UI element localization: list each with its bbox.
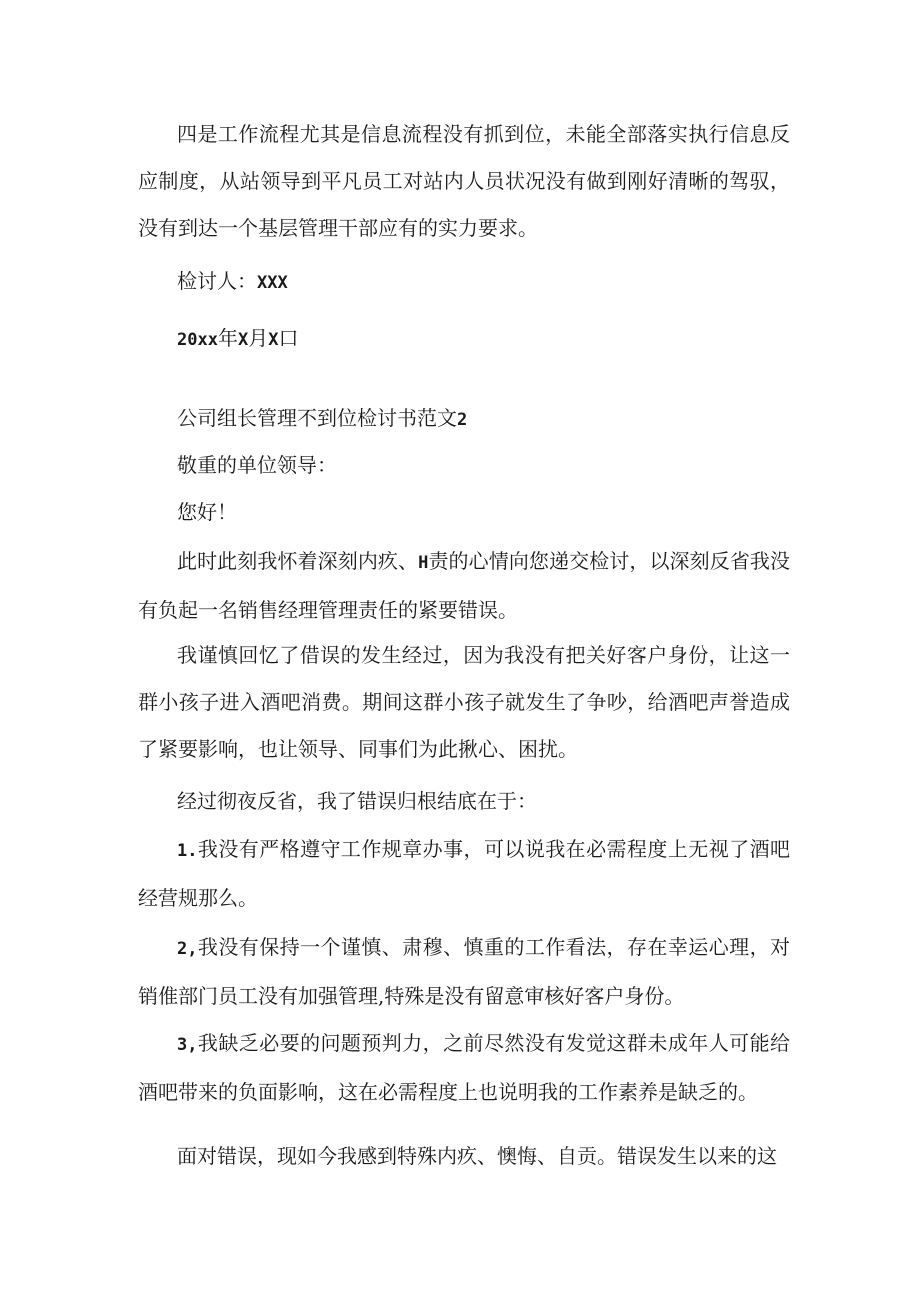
section-title [138, 405, 790, 433]
list-item-3 [138, 1020, 790, 1116]
paragraph-text: 面对错误，现如今我感到特殊内疚、懊悔、自贡。错误发生以来的这 [177, 1144, 777, 1168]
list-item-text: 我缺乏必要的问题预判力，之前尽然没有发觉这群未成年人可能给酒吧带来的负面影响，这在必需程度上也说明我的工作素养是缺乏的。 [138, 1031, 790, 1104]
section-title-text: 公司组长管理不到位检讨书范文 [177, 406, 457, 430]
date-year: 20xx [177, 330, 218, 350]
signer-name: XXX [257, 273, 288, 293]
date-day: X [268, 330, 279, 350]
list-item-1 [138, 826, 790, 922]
list-item-2 [138, 924, 790, 1020]
date-month-char: 月 [248, 326, 269, 350]
paragraph-text: 四是工作流程尤其是信息流程没有抓到位，未能全部落实执行信息反应制度，从站领导到平凡员工对站内人员状况没有做到刚好清晰的驾驭，没有到达一个基层管理干部应有的实力要求。 [138, 122, 790, 240]
salutation-text: 敬重的单位领导： [177, 453, 337, 477]
paragraph-work-process [138, 111, 790, 252]
date-day-char: 口 [278, 326, 299, 350]
list-item-number: 2, [177, 939, 198, 959]
paragraph-text-b: 责的心情向您递交检讨，以深刻反省我没有负起一名销售经理管理责任的紧要错误。 [138, 549, 791, 622]
paragraph-reflection [138, 788, 790, 814]
paragraph-apology [138, 538, 790, 634]
list-item-number: 1. [177, 841, 198, 861]
paragraph-recollection [138, 632, 790, 773]
list-item-text: 我没有保持一个谨慎、肃穆、慎重的工作看法，存在幸运心理，对销倠部门员工没有加强管理,特殊是没有留意审核好客户身份。 [138, 935, 790, 1008]
signer-line [138, 268, 790, 296]
date-year-char: 年 [217, 326, 238, 350]
section-title-number: 2 [457, 410, 468, 430]
paragraph-glyph-h: H [418, 553, 429, 573]
list-item-text: 我没有严格遵守工作规章办事，可以说我在必需程度上无视了酒吧经营规那么。 [138, 837, 790, 910]
date-month: X [237, 330, 249, 350]
paragraph-text: 经过彻夜反省，我了错误归根结底在于： [177, 789, 537, 813]
paragraph-text: 我谨慎回忆了借误的发生经过，因为我没有把关好客户身份，让这一群小孩子进入酒吧消费。期间这群小孩子就发生了争吵，给酒吧声誉造成了紧要影响，也让领导、同事们为此揪心、困扰。 [138, 643, 790, 761]
greeting [138, 499, 790, 525]
date-line [138, 325, 790, 353]
signer-label: 检讨人： [177, 269, 257, 293]
paragraph-text-a: 此时此刻我怀着深刻内疚、 [177, 549, 419, 573]
paragraph-remorse [138, 1133, 790, 1180]
greeting-text: 您好！ [177, 500, 237, 524]
salutation [138, 452, 790, 478]
list-item-number: 3, [177, 1035, 198, 1055]
